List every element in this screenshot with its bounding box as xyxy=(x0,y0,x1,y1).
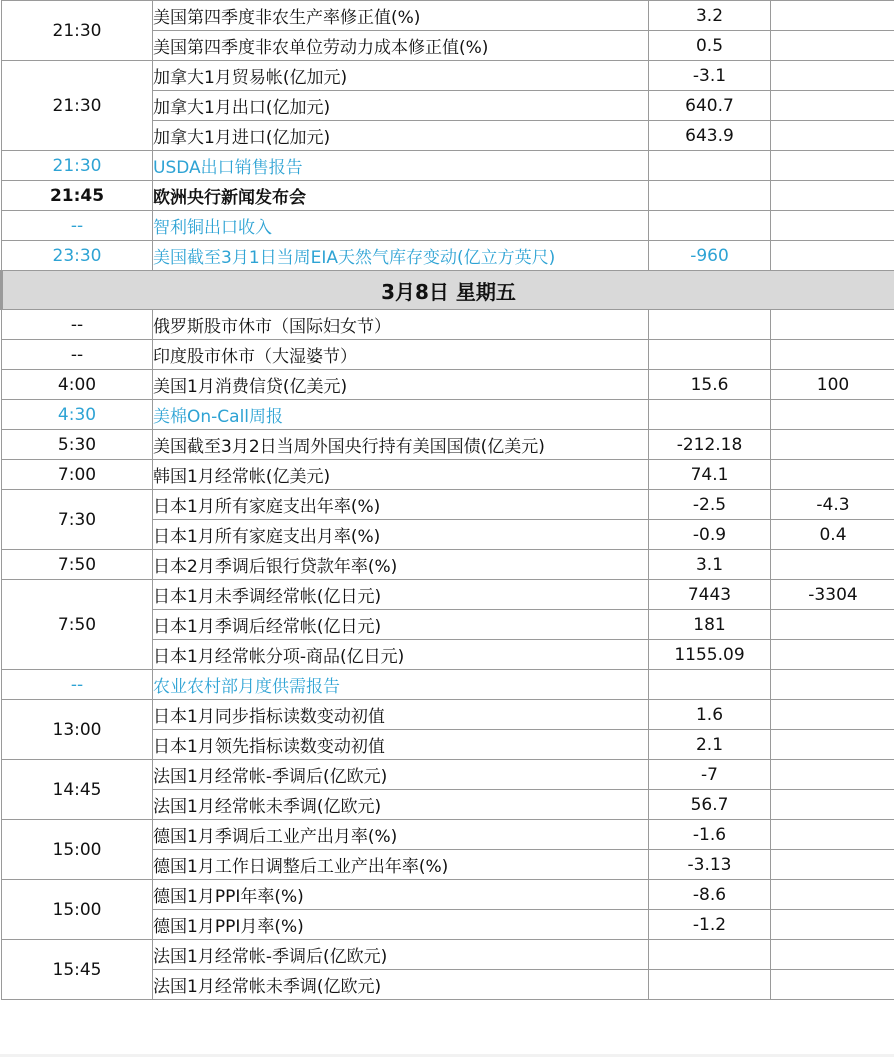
event-name: 加拿大1月贸易帐(亿加元) xyxy=(153,61,649,91)
previous-value: -7 xyxy=(649,760,771,790)
event-name: 印度股市休市（大湿婆节） xyxy=(153,340,649,370)
forecast-value xyxy=(771,700,894,730)
event-row xyxy=(2,1,894,31)
forecast-value xyxy=(771,820,894,850)
forecast-value xyxy=(771,181,894,211)
forecast-value xyxy=(771,940,894,970)
event-name: 日本1月经常帐分项-商品(亿日元) xyxy=(153,640,649,670)
forecast-value xyxy=(771,430,894,460)
event-name: 日本1月同步指标读数变动初值 xyxy=(153,700,649,730)
event-name: 美国1月消费信贷(亿美元) xyxy=(153,370,649,400)
previous-value: 7443 xyxy=(649,580,771,610)
event-row xyxy=(2,211,894,241)
forecast-value xyxy=(771,211,894,241)
forecast-value xyxy=(771,550,894,580)
event-row xyxy=(2,61,894,91)
event-name: 日本1月未季调经常帐(亿日元) xyxy=(153,580,649,610)
event-name: 美国截至3月1日当周EIA天然气库存变动(亿立方英尺) xyxy=(153,241,649,271)
previous-value: 640.7 xyxy=(649,91,771,121)
event-row xyxy=(2,880,894,910)
event-name: 美国第四季度非农生产率修正值(%) xyxy=(153,1,649,31)
forecast-value xyxy=(771,310,894,340)
event-name: 法国1月经常帐未季调(亿欧元) xyxy=(153,970,649,1000)
event-time: 15:00 xyxy=(2,820,153,880)
event-row xyxy=(2,700,894,730)
previous-value: -3.13 xyxy=(649,850,771,880)
previous-value: 2.1 xyxy=(649,730,771,760)
forecast-value xyxy=(771,790,894,820)
previous-value: -3.1 xyxy=(649,61,771,91)
previous-value: 74.1 xyxy=(649,460,771,490)
event-time: 21:30 xyxy=(2,151,153,181)
previous-value: -1.2 xyxy=(649,910,771,940)
event-time: 4:00 xyxy=(2,370,153,400)
previous-value xyxy=(649,970,771,1000)
event-name: 日本1月所有家庭支出月率(%) xyxy=(153,520,649,550)
forecast-value xyxy=(771,91,894,121)
event-name: 日本1月领先指标读数变动初值 xyxy=(153,730,649,760)
event-name: 美国第四季度非农单位劳动力成本修正值(%) xyxy=(153,31,649,61)
previous-value: 181 xyxy=(649,610,771,640)
event-row xyxy=(2,550,894,580)
event-row xyxy=(2,151,894,181)
event-time: 15:00 xyxy=(2,880,153,940)
previous-value: -960 xyxy=(649,241,771,271)
event-name: 欧洲央行新闻发布会 xyxy=(153,181,649,211)
event-time: -- xyxy=(2,340,153,370)
event-row xyxy=(2,430,894,460)
forecast-value: -3304 xyxy=(771,580,894,610)
previous-value xyxy=(649,670,771,700)
forecast-value xyxy=(771,850,894,880)
event-name: 德国1月季调后工业产出月率(%) xyxy=(153,820,649,850)
event-row xyxy=(2,400,894,430)
forecast-value xyxy=(771,121,894,151)
previous-value: -2.5 xyxy=(649,490,771,520)
event-row xyxy=(2,940,894,970)
forecast-value xyxy=(771,31,894,61)
forecast-value xyxy=(771,151,894,181)
forecast-value xyxy=(771,460,894,490)
forecast-value xyxy=(771,400,894,430)
event-time: -- xyxy=(2,670,153,700)
event-time: 21:45 xyxy=(2,181,153,211)
forecast-value xyxy=(771,640,894,670)
event-name: 日本1月所有家庭支出年率(%) xyxy=(153,490,649,520)
previous-value: -0.9 xyxy=(649,520,771,550)
forecast-value xyxy=(771,880,894,910)
forecast-value xyxy=(771,910,894,940)
event-time: 14:45 xyxy=(2,760,153,820)
event-name: 韩国1月经常帐(亿美元) xyxy=(153,460,649,490)
event-row xyxy=(2,670,894,700)
forecast-value xyxy=(771,670,894,700)
event-row xyxy=(2,340,894,370)
event-time: -- xyxy=(2,211,153,241)
event-time: 15:45 xyxy=(2,940,153,1000)
forecast-value xyxy=(771,241,894,271)
previous-value: 1.6 xyxy=(649,700,771,730)
event-name: USDA出口销售报告 xyxy=(153,151,649,181)
event-name: 德国1月PPI月率(%) xyxy=(153,910,649,940)
event-name: 俄罗斯股市休市（国际妇女节） xyxy=(153,310,649,340)
event-row xyxy=(2,370,894,400)
event-row xyxy=(2,580,894,610)
event-name: 美国截至3月2日当周外国央行持有美国国债(亿美元) xyxy=(153,430,649,460)
day-header-row xyxy=(2,271,894,310)
forecast-value: 0.4 xyxy=(771,520,894,550)
event-time: 7:30 xyxy=(2,490,153,550)
previous-value xyxy=(649,211,771,241)
previous-value: 0.5 xyxy=(649,31,771,61)
previous-value: -1.6 xyxy=(649,820,771,850)
event-name: 农业农村部月度供需报告 xyxy=(153,670,649,700)
forecast-value xyxy=(771,1,894,31)
event-name: 法国1月经常帐-季调后(亿欧元) xyxy=(153,940,649,970)
event-name: 法国1月经常帐未季调(亿欧元) xyxy=(153,790,649,820)
previous-value xyxy=(649,400,771,430)
event-time: 7:00 xyxy=(2,460,153,490)
event-name: 日本2月季调后银行贷款年率(%) xyxy=(153,550,649,580)
forecast-value xyxy=(771,970,894,1000)
previous-value xyxy=(649,340,771,370)
previous-value xyxy=(649,181,771,211)
forecast-value xyxy=(771,730,894,760)
previous-value: -212.18 xyxy=(649,430,771,460)
previous-value: 15.6 xyxy=(649,370,771,400)
event-row xyxy=(2,310,894,340)
event-row xyxy=(2,820,894,850)
previous-value: 643.9 xyxy=(649,121,771,151)
previous-value xyxy=(649,151,771,181)
previous-value: 56.7 xyxy=(649,790,771,820)
event-name: 美棉On-Call周报 xyxy=(153,400,649,430)
calendar-body xyxy=(2,1,894,1000)
event-row xyxy=(2,760,894,790)
previous-value xyxy=(649,940,771,970)
previous-value: 1155.09 xyxy=(649,640,771,670)
event-name: 智利铜出口收入 xyxy=(153,211,649,241)
event-row xyxy=(2,490,894,520)
previous-value: -8.6 xyxy=(649,880,771,910)
event-name: 加拿大1月进口(亿加元) xyxy=(153,121,649,151)
event-time: -- xyxy=(2,310,153,340)
event-row xyxy=(2,460,894,490)
event-name: 加拿大1月出口(亿加元) xyxy=(153,91,649,121)
event-time: 4:30 xyxy=(2,400,153,430)
event-name: 德国1月PPI年率(%) xyxy=(153,880,649,910)
event-name: 法国1月经常帐-季调后(亿欧元) xyxy=(153,760,649,790)
previous-value xyxy=(649,310,771,340)
forecast-value xyxy=(771,61,894,91)
forecast-value: 100 xyxy=(771,370,894,400)
forecast-value xyxy=(771,760,894,790)
event-time: 23:30 xyxy=(2,241,153,271)
event-time: 21:30 xyxy=(2,61,153,151)
event-name: 日本1月季调后经常帐(亿日元) xyxy=(153,610,649,640)
event-time: 5:30 xyxy=(2,430,153,460)
previous-value: 3.1 xyxy=(649,550,771,580)
forecast-value xyxy=(771,610,894,640)
event-row xyxy=(2,181,894,211)
event-time: 21:30 xyxy=(2,1,153,61)
event-row xyxy=(2,241,894,271)
day-header: 3月8日 星期五 xyxy=(2,271,894,310)
event-time: 13:00 xyxy=(2,700,153,760)
forecast-value xyxy=(771,340,894,370)
event-name: 德国1月工作日调整后工业产出年率(%) xyxy=(153,850,649,880)
previous-value: 3.2 xyxy=(649,1,771,31)
forecast-value: -4.3 xyxy=(771,490,894,520)
event-time: 7:50 xyxy=(2,580,153,670)
event-time: 7:50 xyxy=(2,550,153,580)
